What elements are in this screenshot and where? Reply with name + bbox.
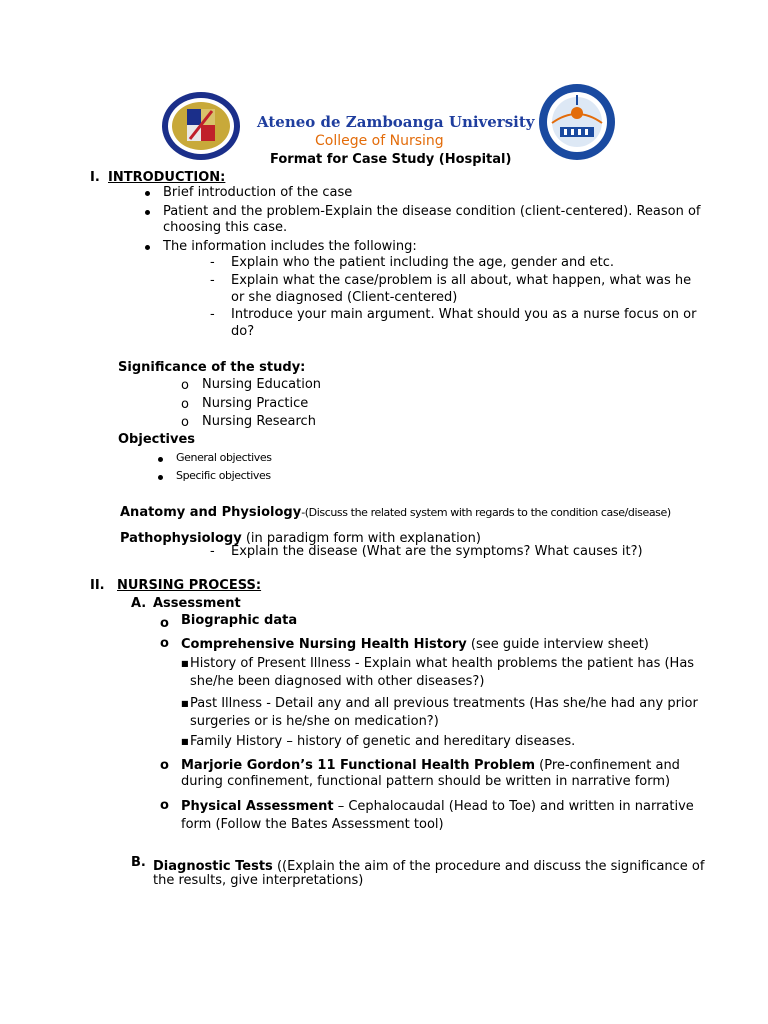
physical-label: Physical Assessment	[181, 799, 334, 814]
section-1-title: INTRODUCTION:	[108, 170, 226, 185]
anatomy-text: -(Discuss the related system with regards to the condition case/disease)	[301, 506, 671, 519]
list-item-continuation: surgeries or is he/she on medication?)	[190, 714, 439, 729]
list-item: Biographic data	[181, 613, 298, 628]
gordon-text: (Pre-confinement and	[535, 758, 680, 773]
circle-bullet: o	[160, 636, 169, 651]
comprehensive-label: Comprehensive Nursing Health History	[181, 637, 467, 652]
subsection-a-title: Assessment	[153, 596, 241, 611]
subsection-b-text: ((Explain the aim of the procedure and discuss the significance of	[272, 859, 705, 874]
ateneo-seal-logo	[161, 91, 241, 161]
patho-text: (in paradigm form with explanation)	[241, 531, 481, 546]
list-item-continuation: during confinement, functional pattern should be written in narrative form)	[181, 774, 671, 789]
list-item: Explain the disease (What are the symptoms? What causes it?)	[231, 544, 643, 559]
subsection-b-label: B.	[131, 855, 146, 870]
circle-bullet: o	[160, 798, 169, 813]
anatomy-label: Anatomy and Physiology	[120, 505, 302, 520]
section-1-number: I.	[90, 170, 100, 185]
anatomy-line	[120, 501, 671, 520]
list-item-continuation: the results, give interpretations)	[153, 873, 364, 888]
list-item	[181, 754, 680, 773]
list-item	[181, 795, 694, 814]
dash-bullet: -	[210, 544, 215, 559]
list-item: Explain who the patient including the age, gender and etc.	[231, 255, 615, 270]
circle-bullet: o	[160, 758, 169, 773]
list-item: Nursing Practice	[202, 396, 309, 411]
list-item: Past Illness - Detail any and all previous treatments (Has she/he had any prior	[190, 696, 698, 711]
dash-bullet: -	[210, 255, 215, 270]
circle-bullet: o	[181, 378, 189, 393]
objectives-heading: Objectives	[118, 432, 196, 447]
list-item: Specific objectives	[176, 469, 271, 482]
physical-text: – Cephalocaudal (Head to Toe) and written in narrative	[333, 799, 694, 814]
circle-bullet: o	[160, 616, 169, 631]
significance-heading: Significance of the study:	[118, 360, 306, 375]
section-2-number: II.	[90, 578, 105, 593]
list-item-continuation: choosing this case.	[163, 220, 288, 235]
subsection-b-line	[153, 855, 704, 874]
circle-bullet: o	[181, 397, 189, 412]
list-item-continuation: or she diagnosed (Client-centered)	[231, 290, 458, 305]
subsection-a-label: A.	[131, 596, 147, 611]
list-item-continuation: she/he been diagnosed with other diseases?)	[190, 674, 485, 689]
university-name: Ateneo de Zamboanga University	[257, 113, 535, 131]
list-item: Nursing Research	[202, 414, 316, 429]
list-item: Brief introduction of the case	[163, 185, 353, 200]
gordon-label: Marjorie Gordon’s 11 Functional Health Problem	[181, 758, 536, 773]
list-item: History of Present Illness - Explain what health problems the patient has (Has	[190, 656, 695, 671]
list-item: Patient and the problem-Explain the disease condition (client-centered). Reason of	[163, 204, 701, 219]
dash-bullet: -	[210, 273, 215, 288]
list-item-continuation: form (Follow the Bates Assessment tool)	[181, 817, 444, 832]
document-title: Format for Case Study (Hospital)	[270, 152, 512, 167]
list-item: The information includes the following:	[163, 239, 417, 254]
square-bullet: ■	[181, 659, 189, 668]
square-bullet: ■	[181, 737, 189, 746]
college-of-nursing-seal-logo	[538, 83, 616, 161]
list-item: Nursing Education	[202, 377, 322, 392]
list-item-continuation: do?	[231, 324, 255, 339]
college-name: College of Nursing	[315, 133, 444, 149]
square-bullet: ■	[181, 699, 189, 708]
patho-label: Pathophysiology	[120, 531, 242, 546]
list-item: Explain what the case/problem is all about, what happen, what was he	[231, 273, 692, 288]
list-item: Introduce your main argument. What should you as a nurse focus on or	[231, 307, 697, 322]
subsection-b-title: Diagnostic Tests	[153, 859, 273, 874]
list-item	[181, 633, 649, 652]
section-2-title: NURSING PROCESS:	[117, 578, 262, 593]
list-item: Family History – history of genetic and hereditary diseases.	[190, 734, 576, 749]
comprehensive-text: (see guide interview sheet)	[466, 637, 649, 652]
dash-bullet: -	[210, 307, 215, 322]
circle-bullet: o	[181, 415, 189, 430]
list-item: General objectives	[176, 451, 272, 464]
